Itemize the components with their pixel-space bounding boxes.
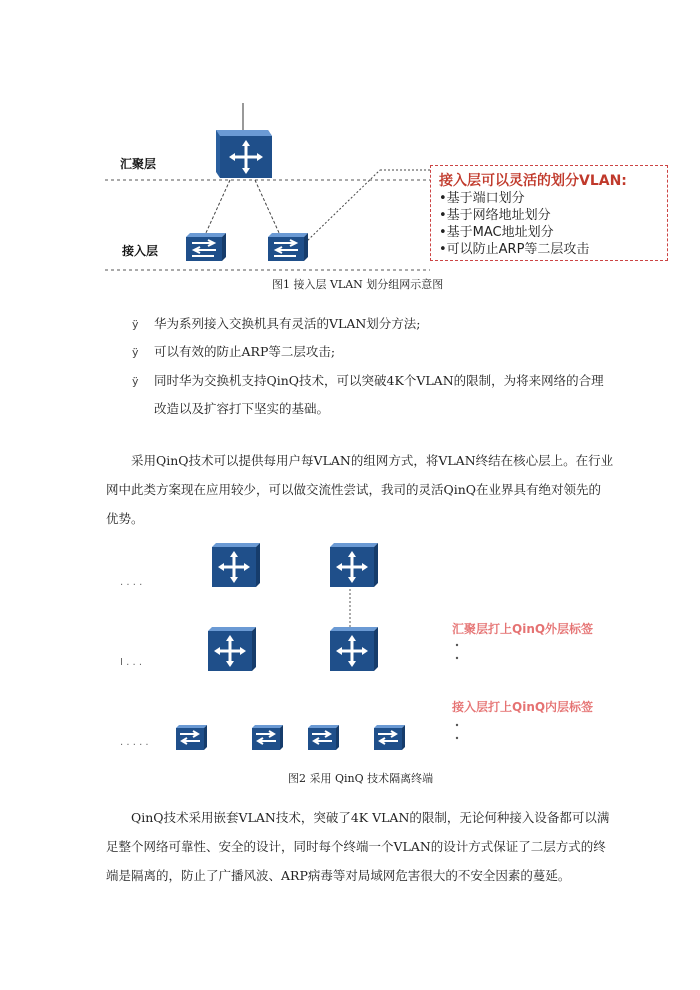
bullet-text: 同时华为交换机支持QinQ技术，可以突破4K个VLAN的限制，为将来网络的合理 xyxy=(154,373,604,388)
bullet-text-continuation: 改造以及扩容打下坚实的基础。 xyxy=(154,401,330,416)
callout-pointer xyxy=(305,170,380,243)
figure-1-caption: 图1 接入层 VLAN 划分组网示意图 xyxy=(272,278,444,291)
bullet-marker: ÿ xyxy=(132,318,139,331)
faint-dot xyxy=(456,644,458,646)
qinq-inner-tag-label: 接入层打上QinQ内层标签 xyxy=(452,700,594,714)
aggregation-layer-label: 汇聚层 xyxy=(120,157,157,171)
paragraph-line: QinQ技术采用嵌套VLAN技术，突破了4K VLAN的限制，无论何种接入设备都可以满 xyxy=(131,810,610,825)
access-layer-label: 接入层 xyxy=(122,244,159,258)
paragraph-line: 足整个网络可靠性、安全的设计，同时每个终端一个VLAN的设计方式保证了二层方式的终 xyxy=(106,839,606,854)
bullet-marker: ÿ xyxy=(132,346,139,359)
access-switch-icon xyxy=(268,233,308,261)
paragraph-line: 网中此类方案现在应用较少，可以做交流性尝试，我司的灵活QinQ在业界具有绝对领先的 xyxy=(106,482,602,497)
layer-faint-mark: . . . . . xyxy=(120,737,149,748)
layer-faint-mark: I . . . xyxy=(120,657,143,668)
access-switch-icon xyxy=(186,233,226,261)
figure-2-diagram xyxy=(110,535,630,765)
faint-dot xyxy=(456,657,458,659)
core-switch-icon xyxy=(212,543,260,587)
bullet-text: 可以有效的防止ARP等二层攻击; xyxy=(154,344,336,359)
vlan-callout xyxy=(430,165,668,261)
callout-title: 接入层可以灵活的划分VLAN: xyxy=(439,173,627,189)
access-switch-icon xyxy=(252,725,283,750)
callout-item: •基于网络地址划分 xyxy=(439,208,551,223)
aggregation-switch-icon xyxy=(208,627,256,671)
link-line xyxy=(205,180,230,235)
core-switch-icon xyxy=(330,543,378,587)
bullet-text: 华为系列接入交换机具有灵活的VLAN划分方法; xyxy=(154,316,421,331)
access-switch-icon xyxy=(176,725,207,750)
callout-item: •基于端口划分 xyxy=(439,191,525,206)
link-line xyxy=(255,180,280,235)
faint-dot xyxy=(456,737,458,739)
access-switch-icon xyxy=(308,725,339,750)
callout-item: •基于MAC地址划分 xyxy=(439,225,554,240)
layer-faint-mark: . . . . xyxy=(120,577,143,588)
aggregation-switch-icon xyxy=(216,130,272,178)
bullet-marker: ÿ xyxy=(132,375,139,388)
paragraph-line: 优势。 xyxy=(106,511,144,526)
figure-2 xyxy=(110,535,630,765)
callout-item: •可以防止ARP等二层攻击 xyxy=(439,242,590,257)
access-switch-icon xyxy=(374,725,405,750)
aggregation-switch-icon xyxy=(330,627,378,671)
faint-dot xyxy=(456,724,458,726)
paragraph-line: 端是隔离的，防止了广播风波、ARP病毒等对局域网危害很大的不安全因素的蔓延。 xyxy=(106,868,571,883)
paragraph-line: 采用QinQ技术可以提供每用户每VLAN的组网方式，将VLAN终结在核心层上。在行业 xyxy=(131,453,614,468)
figure-2-caption: 图2 采用 QinQ 技术隔离终端 xyxy=(288,772,434,785)
qinq-outer-tag-label: 汇聚层打上QinQ外层标签 xyxy=(452,622,594,636)
